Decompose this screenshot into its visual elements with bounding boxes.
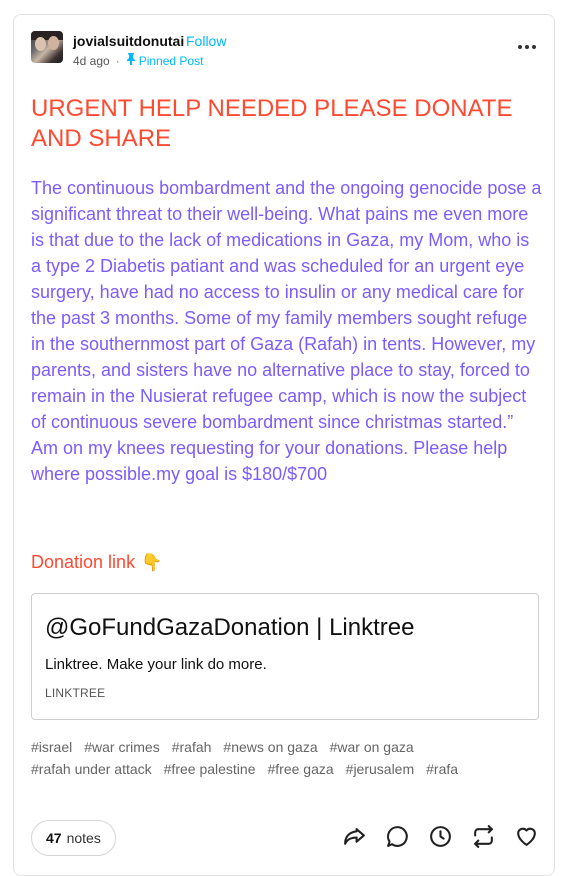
reply-icon[interactable] <box>385 824 410 849</box>
more-options-icon[interactable] <box>513 37 541 57</box>
donation-link-label[interactable]: Donation link <box>31 552 136 572</box>
tag[interactable]: #rafah under attack <box>31 761 152 777</box>
avatar[interactable] <box>31 31 63 63</box>
tag[interactable]: #israel <box>31 739 73 755</box>
post-meta <box>73 53 203 68</box>
donation-link[interactable] <box>31 552 162 573</box>
pinned-post-label: Pinned Post <box>138 53 204 68</box>
tag-list <box>31 739 551 783</box>
tag[interactable]: #free gaza <box>267 761 334 777</box>
notes-button[interactable] <box>31 820 116 856</box>
pointing-down-icon: 👇 <box>141 552 163 572</box>
like-icon[interactable] <box>514 824 539 849</box>
link-preview-site: LINKTREE <box>45 686 106 700</box>
tag[interactable]: #news on gaza <box>223 739 318 755</box>
notes-label: notes <box>66 830 101 846</box>
tag[interactable]: #war crimes <box>84 739 160 755</box>
meta-separator: · <box>115 53 120 68</box>
link-preview-card[interactable] <box>31 593 539 720</box>
tag[interactable]: #free palestine <box>163 761 256 777</box>
follow-button[interactable]: Follow <box>186 33 227 49</box>
post-card <box>13 14 555 876</box>
tag[interactable]: #war on gaza <box>329 739 414 755</box>
share-icon[interactable] <box>342 824 367 849</box>
notes-count: 47 <box>46 830 62 846</box>
history-icon[interactable] <box>428 824 453 849</box>
post-actions <box>342 824 539 849</box>
tag-row <box>31 761 551 777</box>
link-preview-title[interactable]: @GoFundGazaDonation | Linktree <box>45 614 415 641</box>
pin-icon <box>126 53 136 68</box>
timestamp[interactable]: 4d ago <box>73 53 110 68</box>
post-body: The continuous bombardment and the ongoing genocide pose a significant threat to their well-being. What pains me even more is that due to the lack of medications in Gaza, my Mom, who is a type 2 Diabetis patiant and was scheduled for an urgent eye surgery, have had no access to insulin or any medical care for the past 3 months. Some of my family members sought refuge in the southernmost part of Gaza (Rafah) in tents. However, my parents, and sisters have no alternative place to stay, forced to remain in the Nusierat refugee camp, which is now the subject of continuous severe bombardment since christmas started.” Am on my knees requesting for your donations. Please help where possible.my goal is $180/$700 <box>31 178 542 484</box>
username-link[interactable]: jovialsuitdonutai <box>73 33 185 49</box>
link-preview-description: Linktree. Make your link do more. <box>45 656 267 673</box>
tag[interactable]: #rafah <box>171 739 212 755</box>
reblog-icon[interactable] <box>471 824 496 849</box>
post-header <box>31 31 537 71</box>
post-title: URGENT HELP NEEDED PLEASE DONATE AND SHARE <box>31 95 513 152</box>
tag[interactable]: #rafa <box>426 761 459 777</box>
tag-row <box>31 739 551 755</box>
tag[interactable]: #jerusalem <box>345 761 415 777</box>
